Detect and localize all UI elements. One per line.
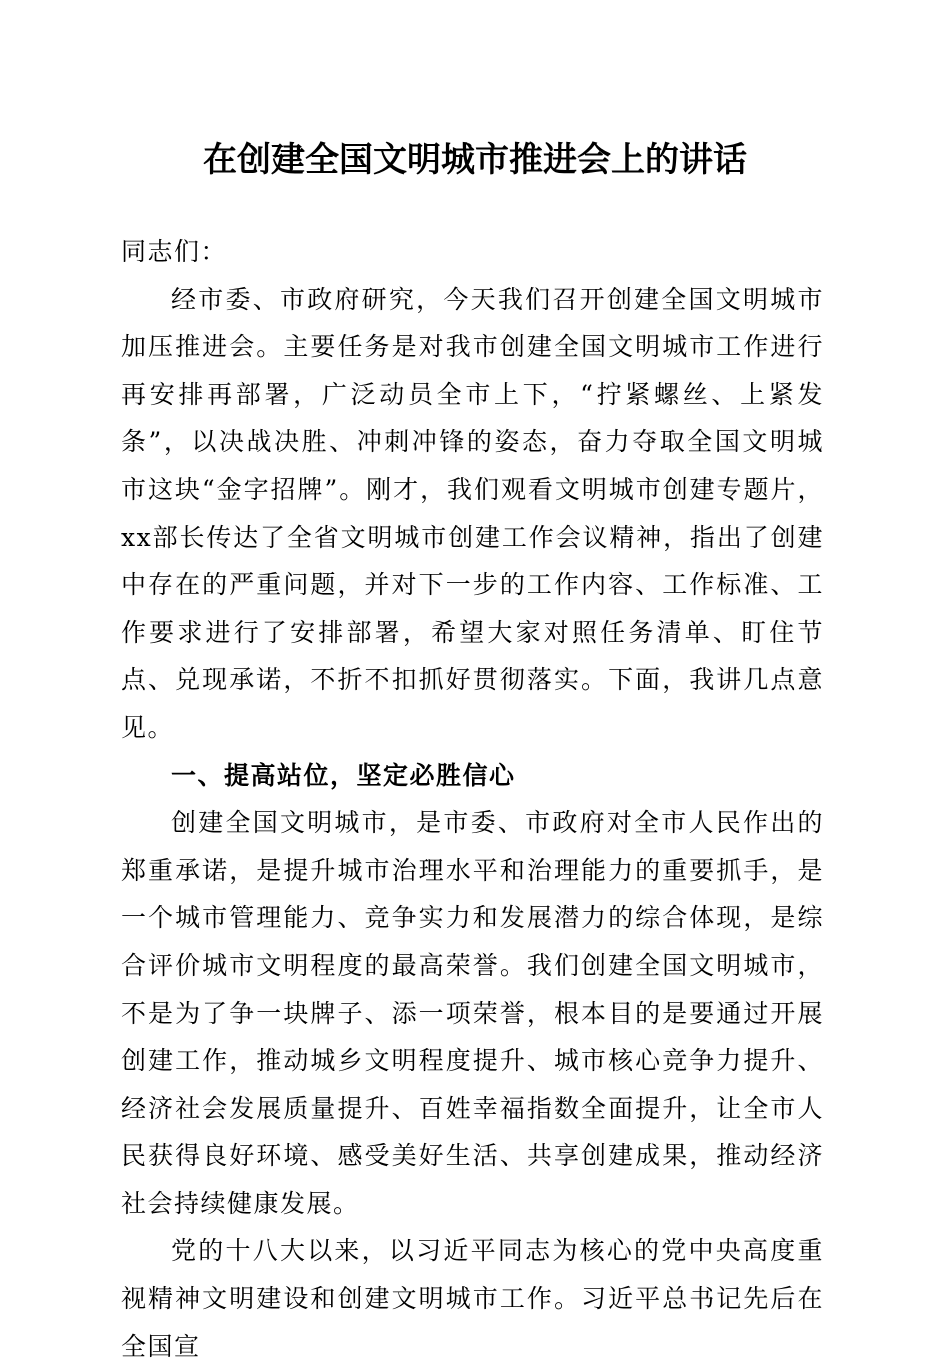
salutation: 同志们： <box>121 237 228 266</box>
intro-paragraph: 经市委、市政府研究，今天我们召开创建全国文明城市加压推进会。主要任务是对我市创建全国文明城市工作进行再安排再部署，广泛动员全市上下，“拧紧螺丝、上紧发条”，以决战决胜、冲刺冲锋的姿态，奋力夺取全国文明城市这块“金字招牌”。刚才，我们观看文明城市创建专题片，xx部长传达了全省文明城市创建工作会议精神，指出了创建中存在的严重问题，并对下一步的工作内容、工作标准、工作要求进行了安排部署，希望大家对照任务清单、盯住节点、兑现承诺，不折不扣抓好贯彻落实。下面，我讲几点意见。 <box>121 284 824 742</box>
section-1-heading: 一、提高站位，坚定必胜信心 <box>171 760 516 790</box>
section-1-paragraph-2: 党的十八大以来，以习近平同志为核心的党中央高度重视精神文明建设和创建文明城市工作。习近平总书记先后在全国宣 <box>121 1236 824 1361</box>
document-body <box>121 228 824 1370</box>
section-1-paragraph-1: 创建全国文明城市，是市委、市政府对全市人民作出的郑重承诺，是提升城市治理水平和治理能力的重要抓手，是一个城市管理能力、竞争实力和发展潜力的综合体现，是综合评价城市文明程度的最高荣誉。我们创建全国文明城市，不是为了争一块牌子、添一项荣誉，根本目的是要通过开展创建工作，推动城乡文明程度提升、城市核心竞争力提升、经济社会发展质量提升、百姓幸福指数全面提升，让全市人民获得良好环境、感受美好生活、共享创建成果，推动经济社会持续健康发展。 <box>121 808 824 1218</box>
document-title: 在创建全国文明城市推进会上的讲话 <box>203 140 747 180</box>
